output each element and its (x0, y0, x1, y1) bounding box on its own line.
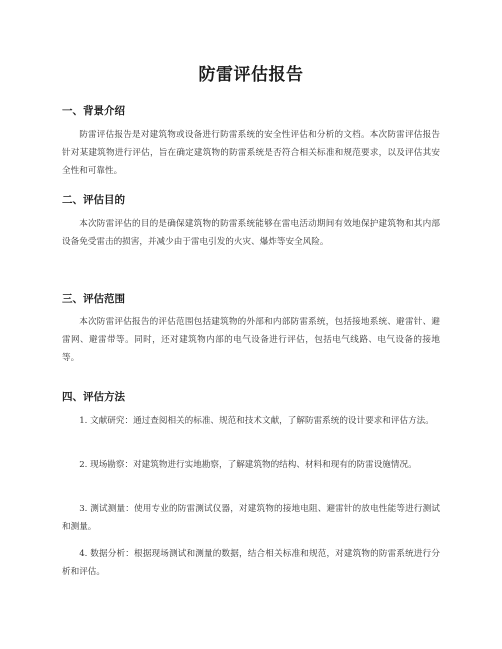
section-heading-scope: 三、评估范围 (62, 293, 125, 305)
section-heading-purpose: 二、评估目的 (62, 194, 125, 206)
section-heading-background: 一、背景介绍 (62, 105, 125, 117)
method-item-literature: 1. 文献研究：通过查阅相关的标准、规范和技术文献，了解防雷系统的设计要求和评估方法。 (79, 416, 434, 426)
section-paragraph-purpose: 本次防雷评估的目的是确保建筑物的防雷系统能够在雷电活动期间有效地保护建筑物和其内部设备免受雷击的损害，并减少由于雷电引发的火灾、爆炸等安全风险。 (62, 219, 440, 247)
method-item-data-analysis: 4. 数据分析：根据现场测试和测量的数据，结合相关标准和规范，对建筑物的防雷系统进行分析和评估。 (62, 549, 440, 577)
section-paragraph-scope: 本次防雷评估报告的评估范围包括建筑物的外部和内部防雷系统，包括接地系统、避雷针、避雷网、避雷带等。同时，还对建筑物内部的电气设备进行评估，包括电气线路、电气设备的接地等。 (62, 317, 440, 363)
document-title: 防雷评估报告 (198, 65, 304, 85)
method-item-measurement: 3. 测试测量：使用专业的防雷测试仪器，对建筑物的接地电阻、避雷针的放电性能等进行测试和测量。 (62, 504, 440, 532)
section-paragraph-background: 防雷评估报告是对建筑物或设备进行防雷系统的安全性评估和分析的文档。本次防雷评估报告针对某建筑物进行评估，旨在确定建筑物的防雷系统是否符合相关标准和规范要求，以及评估其安全性和可靠性。 (62, 130, 440, 176)
section-heading-method: 四、评估方法 (62, 391, 125, 403)
method-item-site-survey: 2. 现场勘察：对建筑物进行实地勘察，了解建筑物的结构、材料和现有的防雷设施情况。 (79, 460, 417, 470)
